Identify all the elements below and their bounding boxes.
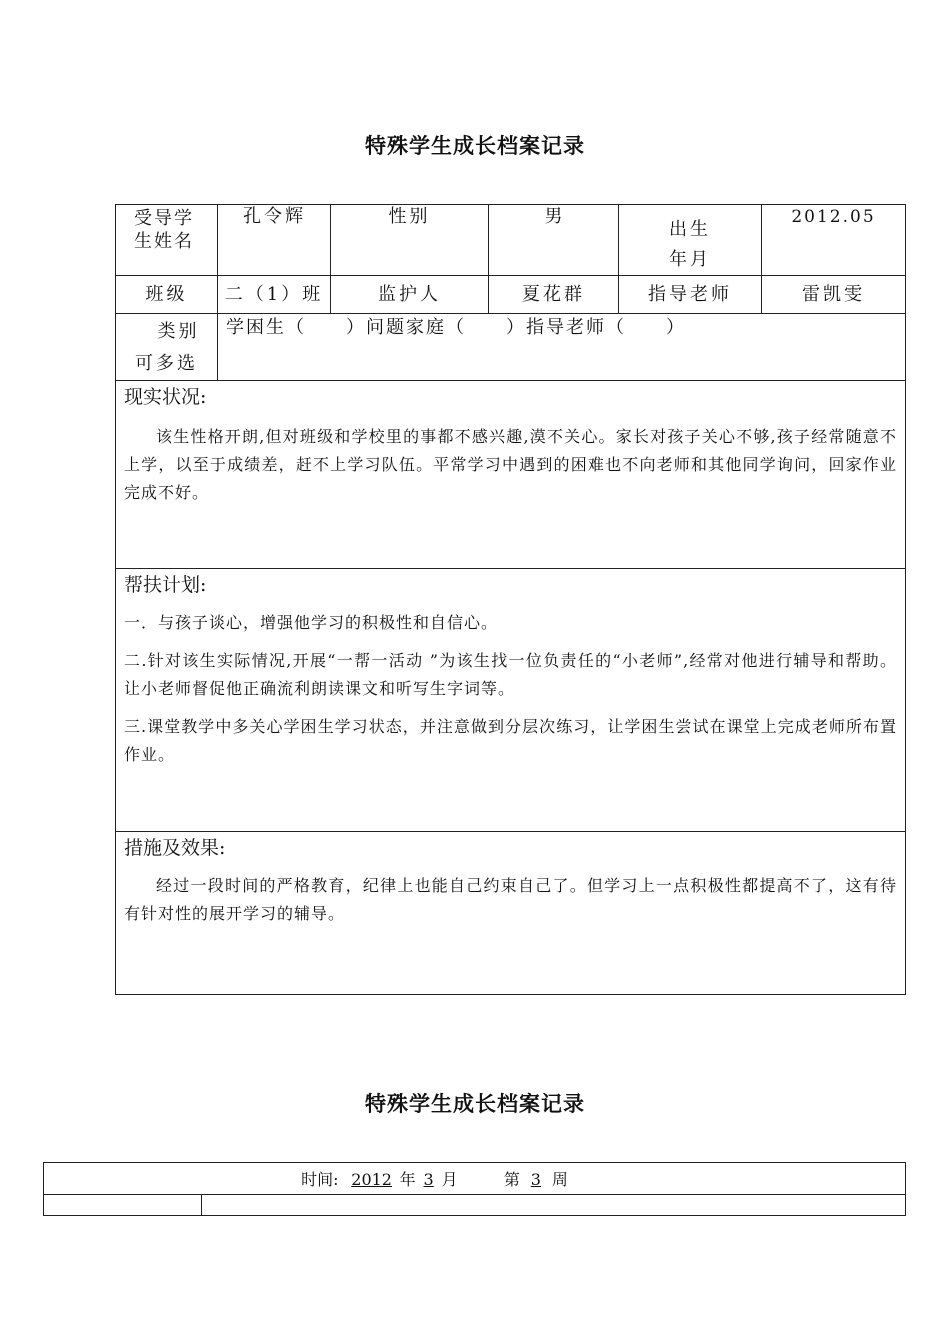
year-unit: 年 [399,1170,416,1189]
empty-cell-left [44,1195,202,1216]
student-info-row [116,205,906,276]
page-title-2: 特殊学生成长档案记录 [365,1092,585,1116]
teacher-value: 雷凯雯 [762,276,906,314]
status-heading: 现实状况: [124,386,207,408]
plan-section [116,569,906,832]
plan-item-3: 三.课堂教学中多关心学困生学习状态，并注意做到分层次练习，让学困生尝试在课堂上完成老师所布置作业。 [124,717,897,764]
status-cell [116,381,906,569]
status-section [116,381,906,569]
guardian-value: 夏花群 [489,276,619,314]
measures-section [116,832,906,995]
page-title: 特殊学生成长档案记录 [365,134,585,158]
record-table [115,204,906,995]
class-info-row [116,276,906,314]
guardian-label: 监护人 [331,276,489,314]
week-value: 3 [530,1170,541,1189]
category-label-cell [116,314,218,381]
category-row [116,314,906,381]
name-label: 受导学生姓名 [134,208,194,252]
time-row [44,1163,906,1195]
plan-item-2: 二.针对该生实际情况,开展“一帮一活动 ”为该生找一位负责任的“小老师”,经常对他进行辅导和帮助。让小老师督促他正确流利朗读课文和听写生字词等。 [124,651,897,698]
category-options: 学困生（ ）问题家庭（ ）指导老师（ ） [218,314,906,381]
measures-cell [116,832,906,995]
plan-cell [116,569,906,832]
teacher-label: 指导老师 [619,276,762,314]
measures-heading: 措施及效果: [124,837,226,859]
time-label: 时间: [301,1170,339,1189]
month-value: 3 [423,1170,434,1189]
category-label-line1: 类别 [157,321,200,342]
class-value: 二（1）班 [218,276,331,314]
class-label: 班级 [116,276,218,314]
name-value: 孔令辉 [218,205,331,276]
week-prefix: 第 [503,1170,520,1189]
birth-label-cell [619,205,762,276]
category-label-line2: 可多选 [135,353,198,374]
plan-heading: 帮扶计划: [124,574,207,596]
week-unit: 周 [551,1170,568,1189]
birth-label-line2: 年月 [669,249,711,270]
time-cell [44,1163,906,1195]
empty-row [44,1195,906,1216]
year-value: 2012 [351,1170,392,1189]
empty-cell-right [202,1195,906,1216]
status-text: 该生性格开朗,但对班级和学校里的事都不感兴趣,漠不关心。家长对孩子关心不够,孩子经常随意不上学，以至于成绩差，赶不上学习队伍。平常学习中遇到的困难也不向老师和其他同学询问，回家作业完成不好。 [124,427,897,502]
month-unit: 月 [441,1170,458,1189]
plan-item-1: 一．与孩子谈心，增强他学习的积极性和自信心。 [124,613,499,632]
week-table [43,1162,906,1216]
gender-label: 性别 [331,205,489,276]
birth-value: 2012.05 [762,205,906,276]
name-label-cell [116,205,218,276]
birth-label-line1: 出生 [669,219,711,240]
gender-value: 男 [489,205,619,276]
measures-text: 经过一段时间的严格教育，纪律上也能自己约束自己了。但学习上一点积极性都提高不了，这有待有针对性的展开学习的辅导。 [124,876,897,923]
